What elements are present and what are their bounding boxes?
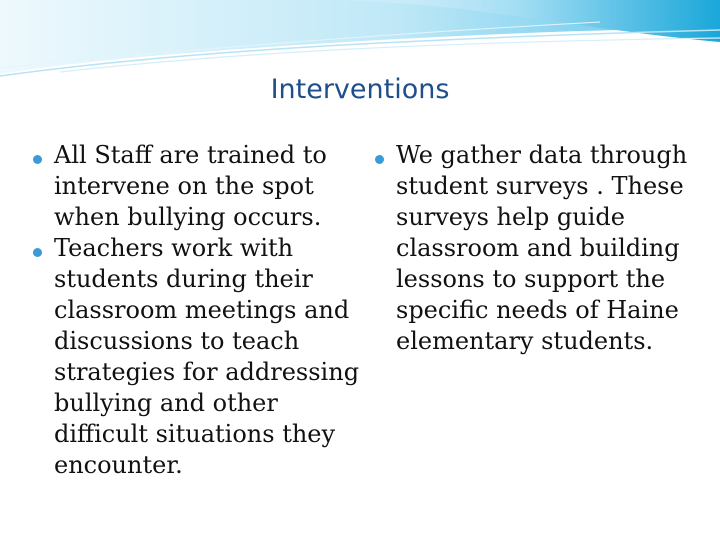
bullet-item [372, 140, 692, 357]
bullet-text: We gather data through student surveys . These surveys help guide classroom and building lessons to support the specific needs of Haine elementary students. [396, 141, 688, 355]
bullet-dot-icon [33, 248, 42, 257]
bullet-dot-icon [33, 155, 42, 164]
bullet-dot-icon [375, 155, 384, 164]
right-bullet-list [372, 140, 692, 357]
left-bullet-list [30, 140, 370, 481]
bullet-text: All Staff are trained to intervene on the spot when bullying occurs. [54, 141, 327, 231]
bullet-item [30, 140, 370, 233]
bullet-text: Teachers work with students during their classroom meetings and discussions to teach strategies for addressing bullying and other difficult situations they encounter. [54, 234, 360, 479]
slide-title-text: Interventions [270, 74, 450, 105]
slide-title [0, 74, 720, 105]
bullet-item [30, 233, 370, 481]
